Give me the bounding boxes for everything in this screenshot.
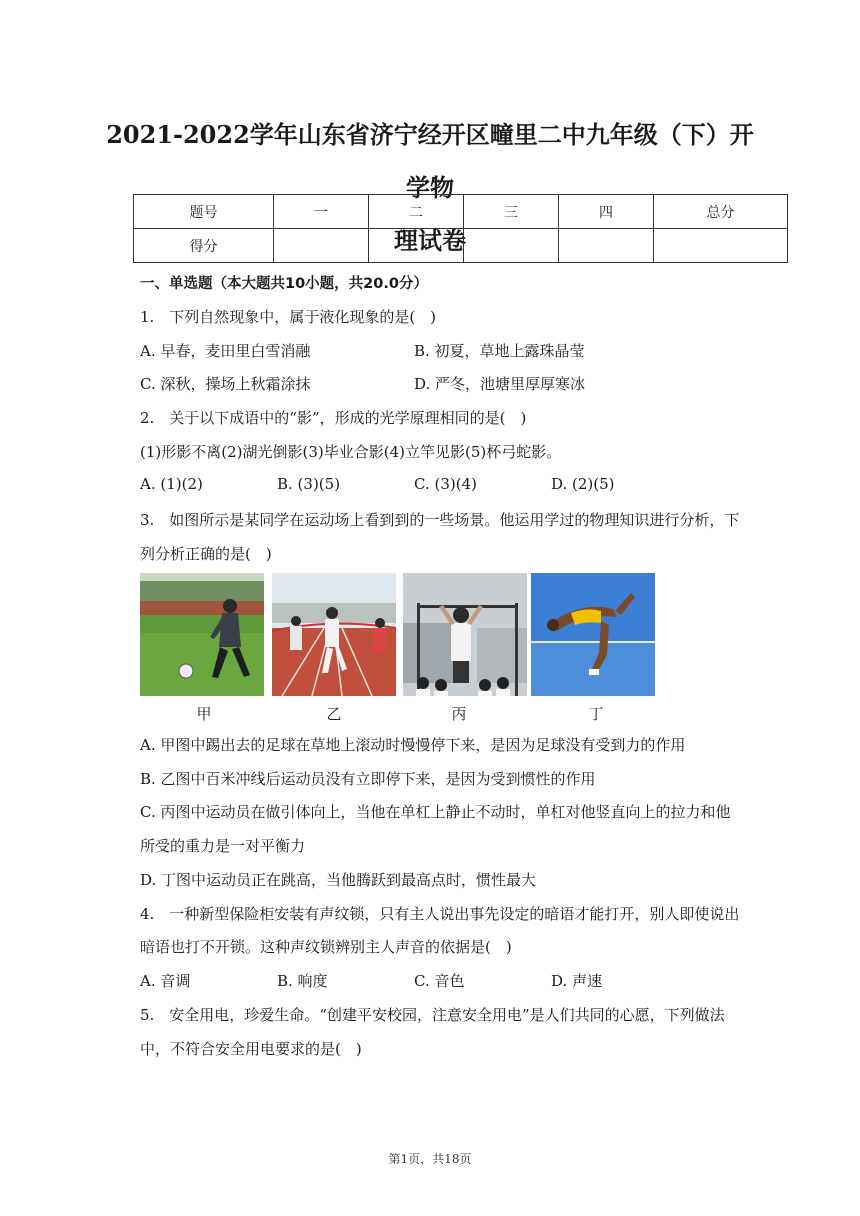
question-4-option-b: B. 响度	[277, 972, 328, 990]
score-cell	[274, 229, 369, 263]
question-1-option-d: D. 严冬，池塘里厚厚寒冰	[414, 375, 586, 393]
question-2-stem: 2. 关于以下成语中的“影”，形成的光学原理相同的是( )	[140, 409, 527, 427]
question-5-stem-line-2: 中，不符合安全用电要求的是( )	[140, 1040, 362, 1058]
photo-caption-bing: 丙	[451, 705, 467, 723]
question-2-option-b: B. (3)(5)	[277, 475, 341, 493]
question-3-option-a: A. 甲图中踢出去的足球在草地上滚动时慢慢停下来，是因为足球没有受到力的作用	[140, 736, 686, 754]
page-footer: 第1页，共18页	[388, 1152, 472, 1166]
score-cell	[559, 229, 654, 263]
photo-caption-ding: 丁	[588, 705, 604, 723]
photo-caption-jia: 甲	[196, 705, 212, 723]
photo-football-kick	[140, 573, 264, 696]
question-1-option-a: A. 早春，麦田里白雪消融	[140, 342, 311, 360]
photo-high-jump	[531, 573, 655, 696]
header-cell-total: 总分	[654, 195, 788, 229]
question-3-option-c-line-1: C. 丙图中运动员在做引体向上，当他在单杠上静止不动时，单杠对他竖直向上的拉力和他	[140, 803, 731, 821]
score-table-score-row	[134, 229, 788, 263]
question-4-option-c: C. 音色	[414, 972, 465, 990]
title-line-2: 理试卷	[394, 226, 466, 255]
header-cell-part-1: 一	[274, 195, 369, 229]
question-4-option-a: A. 音调	[140, 972, 191, 990]
question-2-idioms: (1)形影不离(2)湖光倒影(3)毕业合影(4)立竿见影(5)杯弓蛇影。	[140, 443, 562, 461]
question-2-option-d: D. (2)(5)	[551, 475, 615, 493]
score-cell	[464, 229, 559, 263]
photo-caption-yi: 乙	[326, 705, 342, 723]
question-3-stem-line-1: 3. 如图所示是某同学在运动场上看到到的一些场景。他运用学过的物理知识进行分析，下	[140, 511, 740, 529]
score-cell	[654, 229, 788, 263]
question-3-option-d: D. 丁图中运动员正在跳高，当他腾跃到最高点时，惯性最大	[140, 871, 537, 889]
row-label-score: 得分	[134, 229, 274, 263]
header-cell-part-2: 二	[369, 195, 464, 229]
question-2-option-c: C. (3)(4)	[414, 475, 477, 493]
photo-pull-up	[403, 573, 527, 696]
question-4-stem-line-2: 暗语也打不开锁。这种声纹锁辨别主人声音的依据是( )	[140, 938, 512, 956]
question-3-option-b: B. 乙图中百米冲线后运动员没有立即停下来，是因为受到惯性的作用	[140, 770, 596, 788]
question-5-stem-line-1: 5. 安全用电，珍爱生命。“创建平安校园，注意安全用电”是人们共同的心愿，下列做法	[140, 1006, 725, 1024]
section-heading: 一、单选题（本大题共10小题，共20.0分）	[140, 276, 428, 292]
score-cell	[369, 229, 464, 263]
header-cell-question-no: 题号	[134, 195, 274, 229]
header-cell-part-3: 三	[464, 195, 559, 229]
photo-sprint-finish	[272, 573, 396, 696]
question-1-stem: 1. 下列自然现象中，属于液化现象的是( )	[140, 308, 437, 326]
question-4-stem-line-1: 4. 一种新型保险柜安装有声纹锁，只有主人说出事先设定的暗语才能打开，别人即使说出	[140, 905, 740, 923]
question-1-option-c: C. 深秋，操场上秋霜涂抹	[140, 375, 311, 393]
title-line-1: 2021-2022学年山东省济宁经开区疃里二中九年级（下）开学物	[106, 120, 754, 202]
header-cell-part-4: 四	[559, 195, 654, 229]
score-table	[133, 194, 788, 263]
question-1-option-b: B. 初夏，草地上露珠晶莹	[414, 342, 585, 360]
question-2-option-a: A. (1)(2)	[140, 475, 203, 493]
question-3-option-c-line-2: 所受的重力是一对平衡力	[140, 837, 306, 855]
score-table-header-row	[134, 195, 788, 229]
question-4-option-d: D. 声速	[551, 972, 603, 990]
question-3-stem-line-2: 列分析正确的是( )	[140, 545, 272, 563]
